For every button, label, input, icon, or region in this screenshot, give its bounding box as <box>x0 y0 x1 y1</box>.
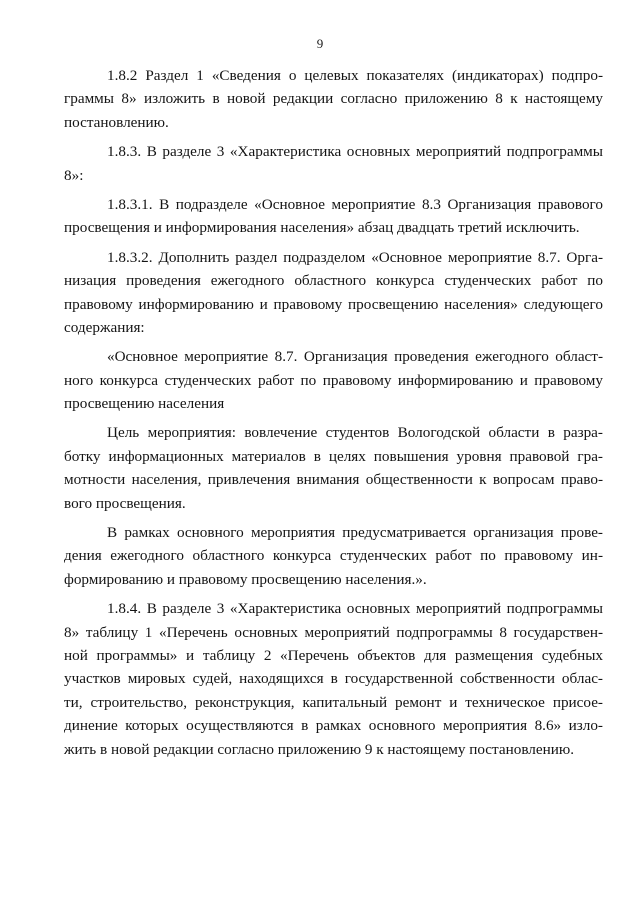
text-line: динение которых осуществляются в рамках основного мероприятия 8.6» изло- <box>64 717 603 735</box>
text-line: ной программы» и таблицу 2 «Перечень объектов для размещения судебных <box>64 646 603 664</box>
text-line: 1.8.4. В разделе 3 «Характеристика основных мероприятий подпрограммы <box>107 600 603 618</box>
text-line: мотности населения, привлечения внимания общественности к вопросам право- <box>64 471 603 489</box>
text-line: ти, строительство, реконструкция, капитальный ремонт и техническое присое- <box>64 693 603 711</box>
text-line: ботку информационных материалов в целях повышения уровня правовой гра- <box>64 447 603 465</box>
text-line: Цель мероприятия: вовлечение студентов Вологодской области в разра- <box>107 424 603 442</box>
page-number: 9 <box>316 36 324 51</box>
text-line: 8» таблицу 1 «Перечень основных мероприятий подпрограммы 8 государствен- <box>64 623 603 641</box>
text-line: 1.8.3.1. В подразделе «Основное мероприятие 8.3 Организация правового <box>107 195 603 213</box>
text-line: ного конкурса студенческих работ по правовому информированию и правовому <box>64 371 603 389</box>
text-line: вого просвещения. <box>64 494 186 512</box>
text-line: 8»: <box>64 166 84 184</box>
paragraph-1-8-3-2 <box>64 246 603 340</box>
text-line: 1.8.3.2. Дополнить раздел подразделом «Основное мероприятие 8.7. Орга- <box>107 248 603 266</box>
text-line: участков мировых судей, находящихся в государственной собственности облас- <box>64 670 603 688</box>
text-line: В рамках основного мероприятия предусматривается организация прове- <box>107 524 603 542</box>
text-line: содержания: <box>64 318 145 336</box>
text-line: граммы 8» изложить в новой редакции согласно приложению 8 к настоящему <box>64 90 603 108</box>
text-line: «Основное мероприятие 8.7. Организация проведения ежегодного област- <box>107 348 603 366</box>
paragraph-goal <box>64 421 603 515</box>
text-line: просвещению населения <box>64 395 225 413</box>
text-line: 1.8.2 Раздел 1 «Сведения о целевых показателях (индикаторах) подпро- <box>107 67 603 84</box>
text-line: просвещения и информирования населения» абзац двадцать третий исключить. <box>64 219 580 237</box>
paragraph-1-8-2 <box>64 64 603 134</box>
text-line: низация проведения ежегодного областного конкурса студенческих работ по <box>64 272 603 290</box>
text-line: 1.8.3. В разделе 3 «Характеристика основных мероприятий подпрограммы <box>107 143 603 161</box>
text-line: постановлению. <box>64 113 169 131</box>
text-line: дения ежегодного областного конкурса студенческих работ по правовому ин- <box>64 547 603 565</box>
text-line: формированию и правовому просвещению населения.». <box>64 570 427 588</box>
paragraph-1-8-3-1 <box>64 193 603 240</box>
paragraph-scope <box>64 521 603 591</box>
text-line: жить в новой редакции согласно приложению 9 к настоящему постановлению. <box>64 740 575 758</box>
paragraph-1-8-3 <box>64 140 603 187</box>
paragraph-quote-title <box>64 345 603 415</box>
paragraph-1-8-4 <box>64 597 603 761</box>
text-line: правовому информированию и правовому просвещению населения» следующего <box>64 295 603 313</box>
document-body <box>64 64 603 761</box>
